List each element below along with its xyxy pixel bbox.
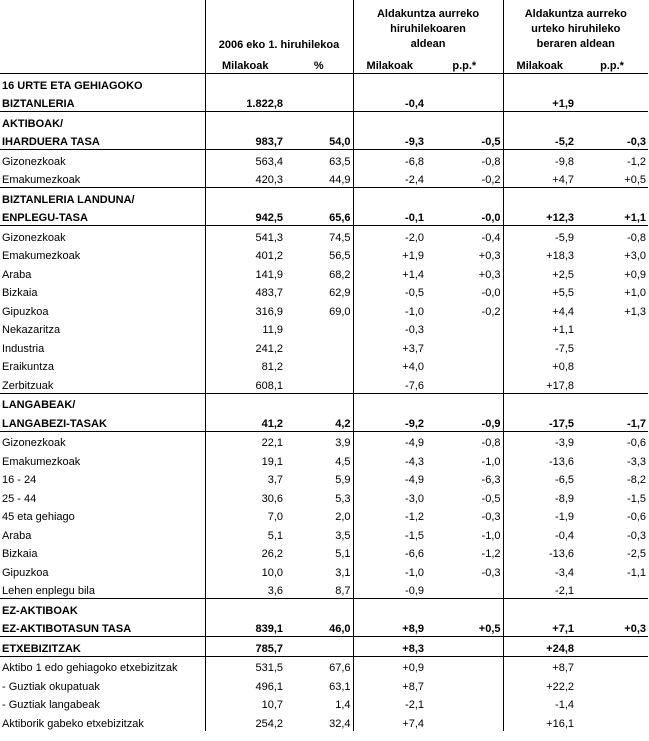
row-label: Zerbitzuak [2, 379, 54, 392]
section-value: +1,9 [503, 93, 576, 112]
header-change-previous-quarter: Aldakuntza aurreko hiruhilekoaren aldean [353, 0, 503, 54]
row-value: -1,5 [353, 524, 426, 543]
row-value [426, 374, 503, 393]
section-value: 4,2 [285, 412, 353, 431]
row-value: +0,3 [478, 250, 501, 262]
row-value: -2,5 [627, 548, 647, 560]
row-value: -0,2 [481, 305, 501, 318]
section-value: -0,4 [353, 93, 426, 112]
row-value [285, 374, 353, 393]
row-value: +1,4 [353, 263, 426, 282]
row-value: -5,9 [503, 226, 576, 245]
row-value [576, 656, 648, 675]
section-value: -0,5 [426, 131, 503, 150]
section-spacer [353, 112, 426, 131]
section-spacer [576, 393, 648, 412]
row-value: -0,3 [481, 511, 501, 523]
row-value: -6,6 [353, 543, 426, 562]
section-spacer [353, 393, 426, 412]
row-value: +16,1 [503, 712, 576, 731]
row-value [426, 337, 503, 356]
row-value: -6,3 [481, 474, 501, 486]
section-value [576, 637, 648, 657]
section-title-row [0, 599, 648, 618]
row-value: 5,9 [335, 474, 351, 486]
section-title: BIZTANLERIA [0, 93, 205, 112]
section-spacer [576, 112, 648, 131]
row-value [426, 712, 503, 731]
row-value: +18,3 [503, 245, 576, 264]
section-total-row [0, 93, 648, 112]
section-value: 46,0 [285, 618, 353, 637]
table-row [0, 263, 648, 282]
row-value [426, 356, 503, 375]
row-value [426, 319, 503, 338]
row-value: -0,2 [481, 174, 501, 186]
row-value: +0,3 [478, 268, 501, 281]
row-value [576, 337, 648, 356]
row-value: 483,7 [205, 282, 285, 301]
row-value: +0,5 [624, 174, 647, 186]
section-total-row [0, 131, 648, 150]
row-value [426, 580, 503, 599]
row-value: +1,1 [503, 319, 576, 338]
section-value: +0,5 [426, 618, 503, 637]
header-change-previous-year: Aldakuntza aurreko urteko hiruhileko beraren aldean [503, 0, 648, 54]
row-value: 3,1 [335, 566, 351, 579]
row-value: -6,8 [353, 150, 426, 169]
section-value: -0,1 [353, 207, 426, 226]
section-value: +12,3 [503, 207, 576, 226]
row-value: 2,0 [335, 511, 351, 523]
section-value: -0,0 [426, 207, 503, 226]
row-label: Gizonezkoak [2, 155, 66, 168]
section-spacer [426, 112, 503, 131]
section-spacer [205, 188, 285, 207]
row-value: 5,3 [335, 492, 351, 505]
table-row [0, 712, 648, 731]
section-title-row [0, 393, 648, 412]
row-value: -3,3 [627, 455, 647, 468]
table-row [0, 694, 648, 713]
table-row [0, 656, 648, 675]
row-value: +22,2 [503, 675, 576, 694]
section-spacer [205, 599, 285, 618]
section-value: -9,3 [353, 131, 426, 150]
section-title: ENPLEGU-TASA [0, 207, 205, 226]
subheader-thousands: Milakoak [353, 54, 426, 74]
section-spacer [426, 393, 503, 412]
table-row [0, 150, 648, 169]
row-value: -1,0 [481, 529, 501, 542]
subheader-pp: p.p.* [576, 54, 648, 74]
table-row [0, 469, 648, 488]
section-spacer [503, 112, 576, 131]
row-value: -3,4 [503, 561, 576, 580]
row-value: -0,9 [353, 580, 426, 599]
subheader-thousands: Milakoak [503, 54, 576, 74]
row-value: -0,3 [353, 319, 426, 338]
table-row [0, 245, 648, 264]
row-value: -13,6 [503, 543, 576, 562]
subheader-percent: % [285, 54, 353, 74]
row-value: -3,0 [353, 487, 426, 506]
section-value: -5,2 [503, 131, 576, 150]
row-value: +8,7 [503, 656, 576, 675]
row-value: 5,1 [335, 548, 351, 560]
section-value: 41,2 [205, 412, 285, 431]
row-value: -0,8 [481, 155, 501, 168]
row-label: Emakumezkoak [2, 250, 81, 262]
row-label: Gizonezkoak [2, 231, 66, 244]
row-label: - Guztiak okupatuak [2, 680, 100, 693]
row-value: 3,7 [205, 469, 285, 488]
table-row [0, 356, 648, 375]
section-spacer [576, 188, 648, 207]
row-label: Industria [2, 342, 45, 355]
row-value: 254,2 [205, 712, 285, 731]
section-value [285, 637, 353, 657]
row-value: -6,5 [503, 469, 576, 488]
row-value: +4,7 [503, 169, 576, 188]
section-title: LANGABEZI-TASAK [0, 412, 205, 431]
row-value: 26,2 [205, 543, 285, 562]
row-value: -1,2 [481, 548, 501, 560]
row-value: -2,1 [503, 580, 576, 599]
table-row [0, 524, 648, 543]
row-label: Nekazaritza [2, 324, 61, 336]
section-spacer [285, 188, 353, 207]
table-row [0, 506, 648, 525]
row-value: -1,0 [353, 561, 426, 580]
row-value: 30,6 [205, 487, 285, 506]
section-spacer [503, 74, 576, 93]
row-value: -0,3 [481, 566, 501, 579]
row-label: Aktiborik gabeko etxebizitzak [2, 717, 144, 730]
row-value [576, 319, 648, 338]
row-value [426, 675, 503, 694]
row-value: -4,9 [353, 469, 426, 488]
section-value: 983,7 [205, 131, 285, 150]
row-value: -0,8 [627, 231, 647, 244]
row-value: +2,5 [503, 263, 576, 282]
row-value: +3,7 [353, 337, 426, 356]
section-total-row [0, 618, 648, 637]
table-row [0, 450, 648, 469]
row-value [285, 356, 353, 375]
table-row [0, 337, 648, 356]
table-row [0, 543, 648, 562]
row-value: +4,4 [503, 300, 576, 319]
row-value [576, 580, 648, 599]
row-value: +1,3 [624, 305, 647, 318]
header-period: 2006 eko 1. hiruhilekoa [205, 0, 353, 54]
section-title: ETXEBIZITZAK [0, 637, 205, 657]
row-value: 68,2 [329, 268, 351, 281]
table-row [0, 580, 648, 599]
row-value: 81,2 [205, 356, 285, 375]
row-value [576, 675, 648, 694]
row-value: +17,8 [503, 374, 576, 393]
row-value: 1,4 [335, 699, 351, 711]
row-label: Gipuzkoa [2, 305, 49, 318]
header-empty [0, 0, 205, 54]
subheader-row [0, 54, 648, 74]
row-value: +0,9 [624, 268, 647, 281]
row-label: Bizkaia [2, 548, 38, 560]
row-label: Araba [2, 529, 32, 542]
subheader-pp: p.p.* [426, 54, 503, 74]
section-value: +1,1 [576, 207, 648, 226]
section-spacer [353, 74, 426, 93]
row-value: 316,9 [205, 300, 285, 319]
row-value: 63,1 [329, 680, 351, 693]
row-value: 3,6 [205, 580, 285, 599]
section-value: -0,3 [576, 131, 648, 150]
row-value: -0,4 [481, 231, 501, 244]
section-value: -1,7 [576, 412, 648, 431]
section-title: 16 URTE ETA GEHIAGOKO [0, 74, 205, 93]
row-value: -1,9 [503, 506, 576, 525]
row-value: 8,7 [335, 585, 351, 597]
row-value: +5,5 [503, 282, 576, 301]
section-total-row [0, 207, 648, 226]
row-value: -0,6 [627, 437, 647, 449]
row-value: -0,4 [503, 524, 576, 543]
section-value: +8,9 [353, 618, 426, 637]
table-row [0, 675, 648, 694]
row-value: 420,3 [205, 169, 285, 188]
section-spacer [503, 393, 576, 412]
row-value: +8,7 [353, 675, 426, 694]
row-label: Eraikuntza [2, 361, 54, 373]
section-value: -0,9 [426, 412, 503, 431]
row-value [426, 656, 503, 675]
row-value: -0,0 [481, 287, 501, 299]
table-row [0, 431, 648, 450]
section-value [576, 93, 648, 112]
section-value: +0,3 [576, 618, 648, 637]
section-spacer [205, 74, 285, 93]
row-value: -1,4 [503, 694, 576, 713]
section-value: +7,1 [503, 618, 576, 637]
section-title-row [0, 74, 648, 93]
row-value: 10,7 [205, 694, 285, 713]
row-value: -4,3 [353, 450, 426, 469]
table-row [0, 169, 648, 188]
section-spacer [285, 74, 353, 93]
row-label: Lehen enplegu bila [2, 585, 95, 597]
row-value: 3,5 [335, 529, 351, 542]
row-value: -1,2 [627, 155, 647, 168]
row-value: +0,9 [353, 656, 426, 675]
row-value: -1,5 [627, 492, 647, 505]
section-value [426, 637, 503, 657]
row-value: 11,9 [205, 319, 285, 338]
table-row [0, 300, 648, 319]
section-title-row [0, 188, 648, 207]
section-value: 54,0 [285, 131, 353, 150]
row-value: -2,0 [353, 226, 426, 245]
row-label: - Guztiak langabeak [2, 699, 100, 711]
section-title: EZ-AKTIBOAK [0, 599, 205, 618]
row-value: 496,1 [205, 675, 285, 694]
row-value: -7,6 [353, 374, 426, 393]
row-value [285, 337, 353, 356]
row-label: Bizkaia [2, 287, 38, 299]
row-value: -0,6 [627, 511, 647, 523]
row-value: 22,1 [205, 431, 285, 450]
section-spacer [353, 188, 426, 207]
row-value: 32,4 [329, 717, 351, 730]
row-value: 401,2 [205, 245, 285, 264]
row-value: 608,1 [205, 374, 285, 393]
section-spacer [576, 74, 648, 93]
row-value [285, 319, 353, 338]
row-label: Emakumezkoak [2, 455, 81, 468]
row-value: +0,8 [503, 356, 576, 375]
section-value: -17,5 [503, 412, 576, 431]
row-label: 16 - 24 [2, 474, 37, 486]
section-value: -9,2 [353, 412, 426, 431]
section-value: 942,5 [205, 207, 285, 226]
row-value: 141,9 [205, 263, 285, 282]
row-value: -13,6 [503, 450, 576, 469]
row-label: 25 - 44 [2, 492, 37, 505]
section-total-row [0, 412, 648, 431]
row-label: 45 eta gehiago [2, 511, 75, 523]
section-spacer [205, 112, 285, 131]
row-value: -7,5 [503, 337, 576, 356]
table-row [0, 226, 648, 245]
row-value: 63,5 [329, 155, 351, 168]
section-spacer [285, 112, 353, 131]
row-value [426, 694, 503, 713]
row-label: Aktibo 1 edo gehiagoko etxebizitzak [2, 662, 178, 674]
row-value: 241,2 [205, 337, 285, 356]
row-value: +3,0 [624, 250, 647, 262]
row-value: 44,9 [329, 174, 351, 186]
row-value: -1,0 [481, 455, 501, 468]
section-spacer [426, 599, 503, 618]
section-value: 839,1 [205, 618, 285, 637]
row-value [576, 356, 648, 375]
row-value: 563,4 [205, 150, 285, 169]
section-spacer [503, 599, 576, 618]
section-spacer [576, 599, 648, 618]
row-value: 7,0 [205, 506, 285, 525]
section-value: +8,3 [353, 637, 426, 657]
row-value: -8,2 [627, 474, 647, 486]
row-value: 56,5 [329, 250, 351, 262]
row-value: 62,9 [329, 287, 351, 299]
section-title: IHARDUERA TASA [0, 131, 205, 150]
section-value [426, 93, 503, 112]
row-value: 67,6 [329, 662, 351, 674]
row-value: -1,1 [627, 566, 647, 579]
row-value: -0,5 [353, 282, 426, 301]
row-label: Araba [2, 268, 32, 281]
row-value: -3,9 [503, 431, 576, 450]
table-row [0, 561, 648, 580]
row-value: -1,2 [353, 506, 426, 525]
row-value: +7,4 [353, 712, 426, 731]
section-title-row [0, 112, 648, 131]
row-value: -2,1 [353, 694, 426, 713]
row-value: -4,9 [353, 431, 426, 450]
section-value: 65,6 [285, 207, 353, 226]
table-row [0, 374, 648, 393]
row-value: +1,0 [624, 287, 647, 299]
row-value: -0,8 [481, 437, 501, 449]
row-value: 531,5 [205, 656, 285, 675]
row-value: 19,1 [205, 450, 285, 469]
section-value: +24,8 [503, 637, 576, 657]
row-value: -1,0 [353, 300, 426, 319]
row-value [576, 712, 648, 731]
row-label: Emakumezkoak [2, 174, 81, 186]
row-value: -8,9 [503, 487, 576, 506]
section-title: AKTIBOAK/ [0, 112, 205, 131]
row-value: +4,0 [353, 356, 426, 375]
section-title: LANGABEAK/ [0, 393, 205, 412]
section-value [285, 93, 353, 112]
row-value: 69,0 [329, 305, 351, 318]
section-title: BIZTANLERIA LANDUNA/ [0, 188, 205, 207]
row-label: Gipuzkoa [2, 566, 49, 579]
section-value: 1.822,8 [205, 93, 285, 112]
row-value: -0,5 [481, 492, 501, 505]
row-label: Gizonezkoak [2, 437, 66, 449]
section-spacer [285, 599, 353, 618]
row-value: 10,0 [205, 561, 285, 580]
row-value: -0,3 [627, 529, 647, 542]
table-row [0, 282, 648, 301]
row-value: -9,8 [503, 150, 576, 169]
row-value [576, 374, 648, 393]
section-spacer [426, 74, 503, 93]
section-spacer [503, 188, 576, 207]
section-title: EZ-AKTIBOTASUN TASA [0, 618, 205, 637]
section-spacer [426, 188, 503, 207]
row-value: 4,5 [335, 455, 351, 468]
table-row [0, 487, 648, 506]
row-value: +1,9 [353, 245, 426, 264]
table-row [0, 319, 648, 338]
subheader-thousands: Milakoak [205, 54, 285, 74]
row-value: -2,4 [353, 169, 426, 188]
section-total-row [0, 637, 648, 657]
row-value: 5,1 [205, 524, 285, 543]
row-value [576, 694, 648, 713]
section-value: 785,7 [205, 637, 285, 657]
row-value: 541,3 [205, 226, 285, 245]
row-value: 74,5 [329, 231, 351, 244]
row-value: 3,9 [335, 437, 351, 449]
section-spacer [353, 599, 426, 618]
section-spacer [285, 393, 353, 412]
section-spacer [205, 393, 285, 412]
